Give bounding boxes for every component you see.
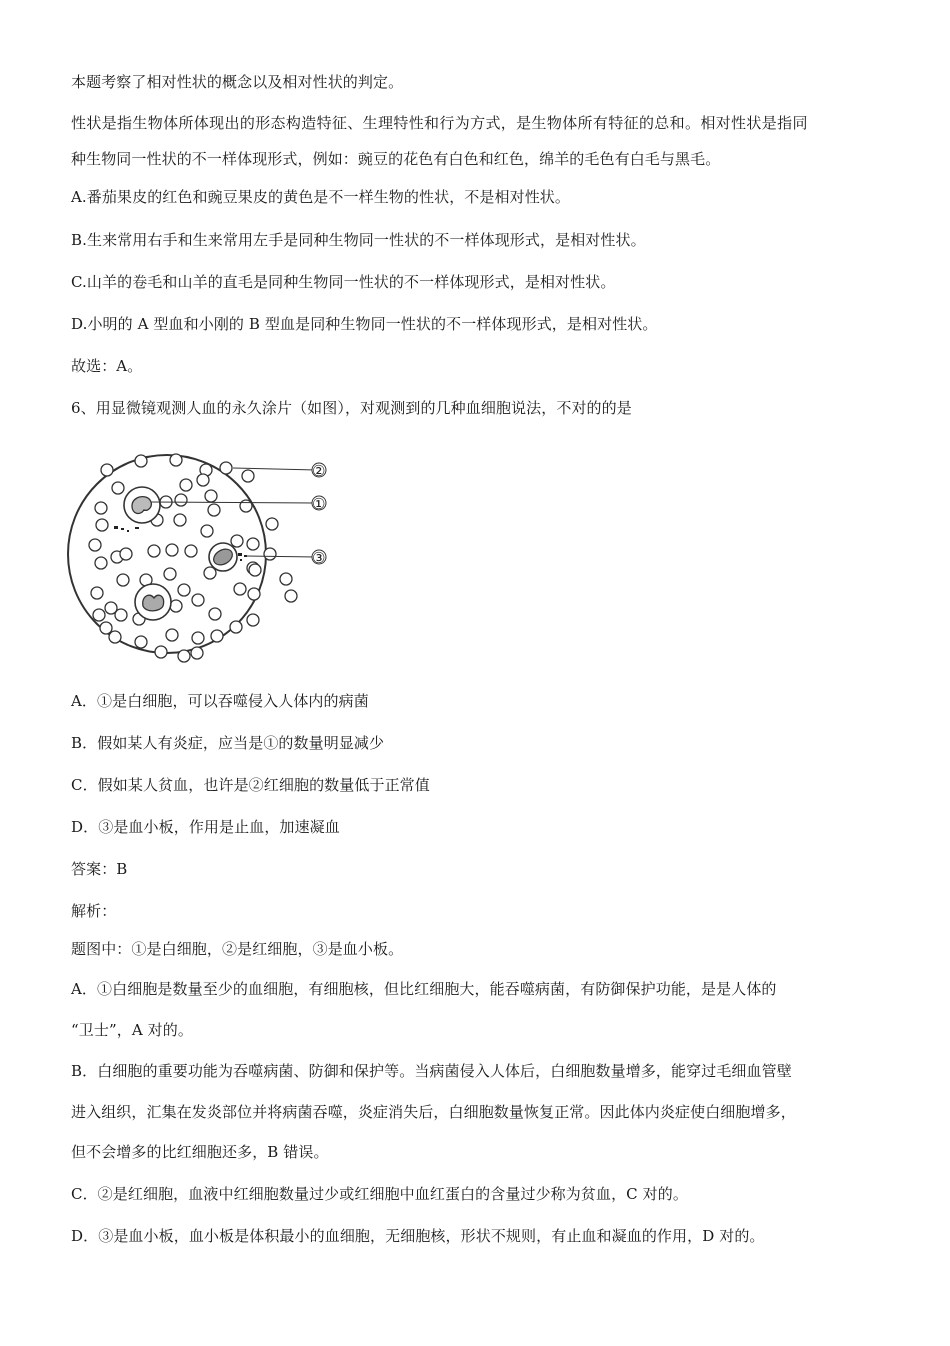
- red-blood-cell: [205, 490, 217, 502]
- label-2: ②: [312, 462, 326, 480]
- red-blood-cell: [180, 479, 192, 491]
- red-blood-cell: [175, 494, 187, 506]
- red-blood-cell: [115, 609, 127, 621]
- pointer-line-2: [233, 468, 316, 470]
- analysis-line-8: D．③是血小板，血小板是体积最小的血细胞，无细胞核，形状不规则，有止血和凝血的作用，D 对的。: [71, 1227, 765, 1245]
- analysis-line-1: 题图中：①是白细胞，②是红细胞，③是血小板。: [71, 940, 404, 958]
- red-blood-cell: [109, 631, 121, 643]
- red-blood-cell: [148, 545, 160, 557]
- red-blood-cell: [178, 584, 190, 596]
- red-blood-cell: [135, 636, 147, 648]
- intro-line-3: 种生物同一性状的不一样体现形式，例如：豌豆的花色有白色和红色，绵羊的毛色有白毛与黑毛。: [71, 150, 721, 168]
- red-blood-cell: [248, 588, 260, 600]
- red-blood-cell: [211, 630, 223, 642]
- red-blood-cell: [185, 545, 197, 557]
- question-stem: 6、用显微镜观测人血的永久涂片（如图），对观测到的几种血细胞说法，不对的的是: [71, 399, 632, 417]
- red-blood-cell: [192, 594, 204, 606]
- red-blood-cell: [170, 454, 182, 466]
- analysis-label: 解析：: [71, 902, 117, 920]
- blood-smear-figure: [66, 440, 346, 670]
- red-blood-cell: [192, 632, 204, 644]
- red-blood-cell: [112, 482, 124, 494]
- red-blood-cell: [264, 548, 276, 560]
- analysis-line-4: B．白细胞的重要功能为吞噬病菌、防御和保护等。当病菌侵入人体后，白细胞数量增多，能穿过毛细血管壁: [71, 1062, 792, 1080]
- red-blood-cell: [197, 474, 209, 486]
- red-blood-cell: [191, 647, 203, 659]
- red-blood-cell: [178, 650, 190, 662]
- red-blood-cell: [155, 646, 167, 658]
- analysis-line-5: 进入组织，汇集在发炎部位并将病菌吞噬，炎症消失后，白细胞数量恢复正常。因此体内炎症使白细胞增多，: [71, 1103, 796, 1121]
- intro-line-1: 本题考察了相对性状的概念以及相对性状的判定。: [71, 73, 404, 91]
- option-d: D．③是血小板，作用是止血，加速凝血: [71, 818, 340, 836]
- red-blood-cell: [231, 535, 243, 547]
- red-blood-cell: [174, 514, 186, 526]
- answer: 答案：B: [71, 860, 128, 878]
- red-blood-cell: [120, 548, 132, 560]
- intro-option-d: D.小明的 A 型血和小刚的 B 型血是同种生物同一性状的不一样体现形式，是相对性状。: [71, 315, 658, 333]
- red-blood-cell: [230, 621, 242, 633]
- red-blood-cell: [166, 629, 178, 641]
- red-blood-cell: [249, 564, 261, 576]
- red-blood-cell: [209, 608, 221, 620]
- red-blood-cell: [95, 557, 107, 569]
- red-blood-cell: [164, 568, 176, 580]
- red-blood-cell: [89, 539, 101, 551]
- red-blood-cell: [280, 573, 292, 585]
- red-blood-cell: [166, 544, 178, 556]
- intro-answer: 故选：A。: [71, 357, 143, 375]
- red-blood-cell: [170, 600, 182, 612]
- analysis-line-3: “卫士”，A 对的。: [71, 1021, 193, 1039]
- red-blood-cell: [93, 609, 105, 621]
- intro-option-a: A.番茄果皮的红色和豌豆果皮的黄色是不一样生物的性状，不是相对性状。: [71, 188, 571, 206]
- red-blood-cell: [220, 462, 232, 474]
- red-blood-cell: [247, 614, 259, 626]
- analysis-line-2: A．①白细胞是数量至少的血细胞，有细胞核，但比红细胞大，能吞噬病菌，有防御保护功能，是是人体的: [71, 980, 777, 998]
- red-blood-cell: [101, 464, 113, 476]
- red-blood-cell: [95, 502, 107, 514]
- red-blood-cell: [242, 470, 254, 482]
- label-3: ③: [312, 549, 326, 567]
- red-blood-cell: [247, 538, 259, 550]
- red-blood-cell: [234, 583, 246, 595]
- intro-line-2: 性状是指生物体所体现出的形态构造特征、生理特性和行为方式，是生物体所有特征的总和。相对性状是指同: [71, 114, 808, 132]
- red-blood-cell: [240, 500, 252, 512]
- option-a: A．①是白细胞，可以吞噬侵入人体内的病菌: [71, 692, 369, 710]
- red-blood-cell: [117, 574, 129, 586]
- white-blood-cell-3: [209, 543, 237, 571]
- option-b: B．假如某人有炎症，应当是①的数量明显减少: [71, 734, 385, 752]
- red-blood-cell: [285, 590, 297, 602]
- option-c: C．假如某人贫血，也许是②红细胞的数量低于正常值: [71, 776, 430, 794]
- red-blood-cell: [201, 525, 213, 537]
- intro-option-c: C.山羊的卷毛和山羊的直毛是同种生物同一性状的不一样体现形式，是相对性状。: [71, 273, 616, 291]
- red-blood-cell: [266, 518, 278, 530]
- red-blood-cell: [91, 587, 103, 599]
- intro-option-b: B.生来常用右手和生来常用左手是同种生物同一性状的不一样体现形式，是相对性状。: [71, 231, 646, 249]
- analysis-line-6: 但不会增多的比红细胞还多，B 错误。: [71, 1143, 329, 1161]
- red-blood-cell: [208, 504, 220, 516]
- white-blood-cell-1: [124, 487, 160, 523]
- red-blood-cell: [100, 622, 112, 634]
- label-1: ①: [312, 495, 326, 513]
- red-blood-cell: [96, 519, 108, 531]
- red-blood-cell: [135, 455, 147, 467]
- white-blood-cell-2: [135, 584, 171, 620]
- analysis-line-7: C．②是红细胞，血液中红细胞数量过少或红细胞中血红蛋白的含量过少称为贫血，C 对的。: [71, 1185, 688, 1203]
